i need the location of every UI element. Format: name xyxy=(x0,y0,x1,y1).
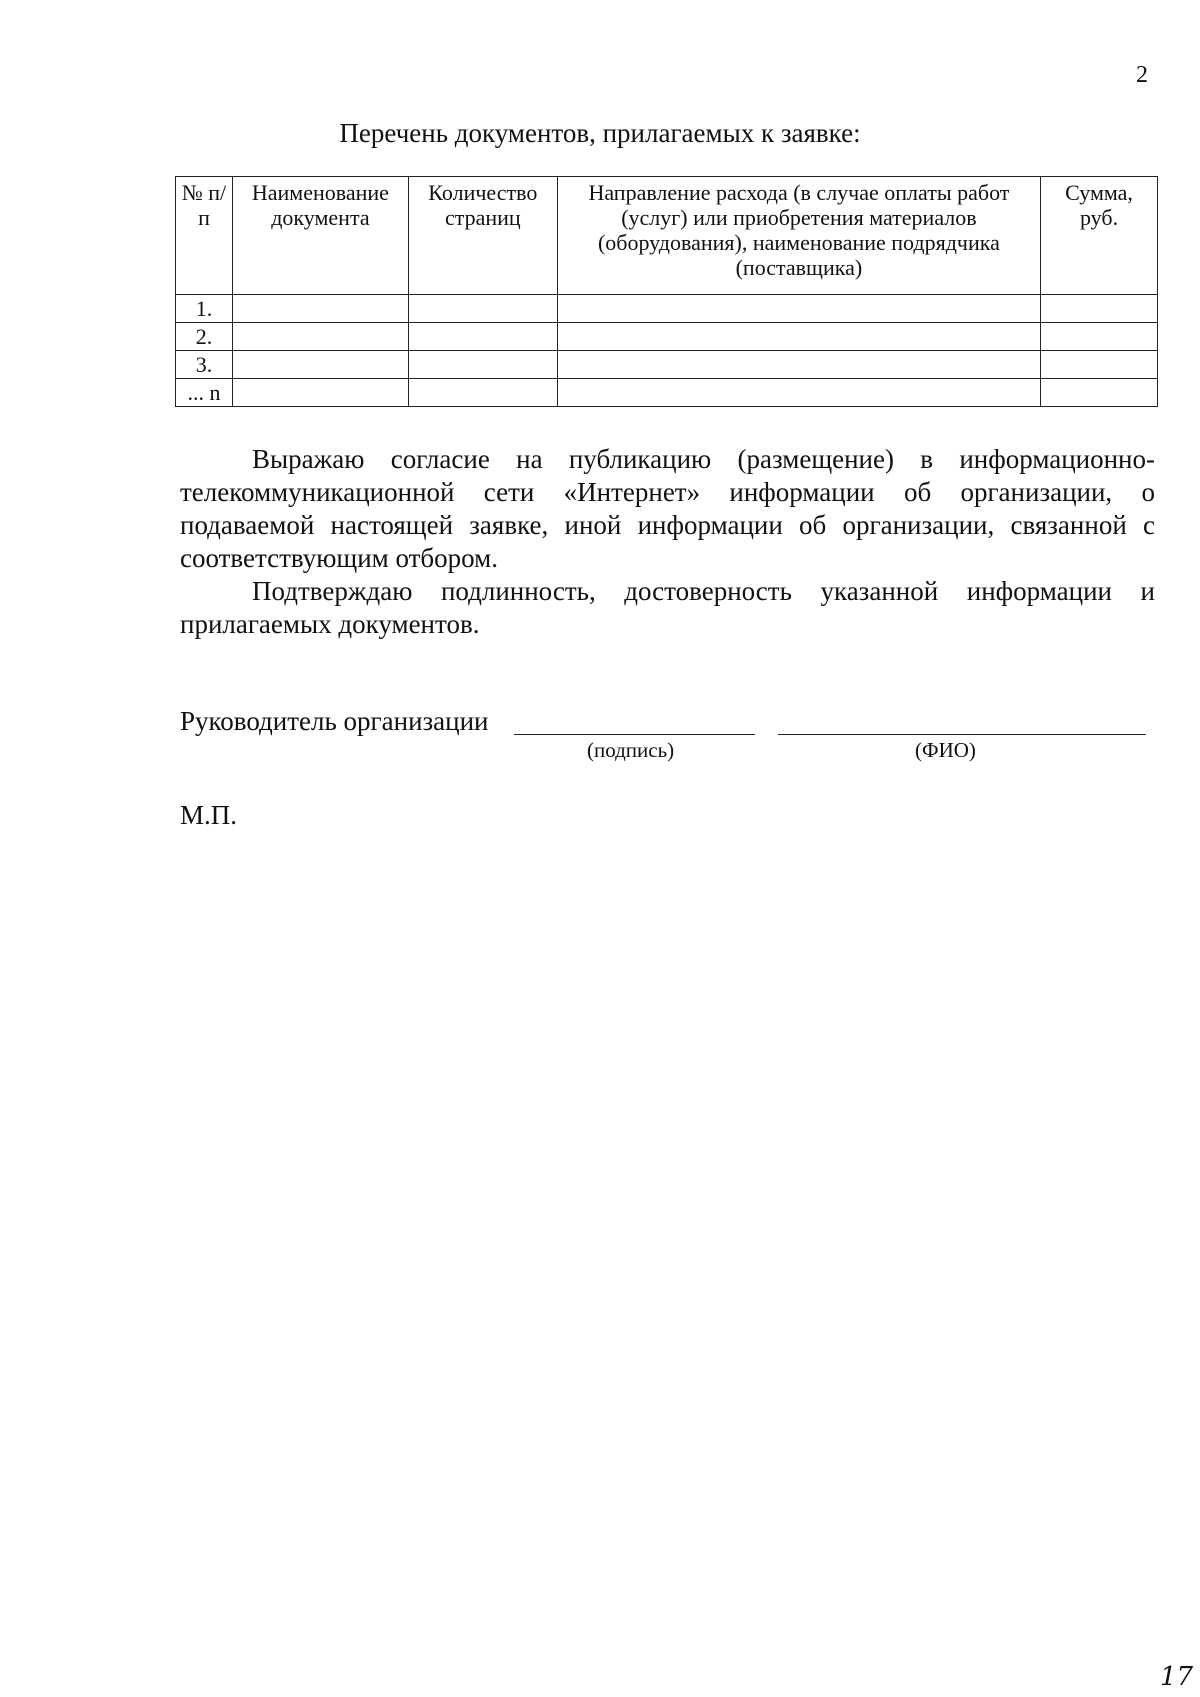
documents-table xyxy=(175,176,1158,407)
row-number: 3. xyxy=(176,351,233,379)
cell-page-count xyxy=(408,323,557,351)
header-page-count: Количество страниц xyxy=(408,177,557,295)
cell-expense-direction xyxy=(557,295,1040,323)
signature-caption: (подпись) xyxy=(587,738,675,762)
cell-document-name xyxy=(232,379,408,407)
row-number: 1. xyxy=(176,295,233,323)
cell-page-count xyxy=(408,295,557,323)
cell-document-name xyxy=(232,351,408,379)
header-sum: Сумма, руб. xyxy=(1041,177,1158,295)
cell-sum xyxy=(1041,295,1158,323)
table-row xyxy=(176,379,1158,407)
consent-text xyxy=(180,443,1155,641)
cell-document-name xyxy=(232,295,408,323)
confirmation-paragraph: Подтверждаю подлинность, достоверность указанной информации и прилагаемых документов. xyxy=(180,576,1155,639)
cell-sum xyxy=(1041,351,1158,379)
table-row xyxy=(176,351,1158,379)
cell-sum xyxy=(1041,323,1158,351)
header-expense-direction: Направление расхода (в случае оплаты работ (услуг) или приобретения материалов (оборудования), наименование подрядчика (поставщика) xyxy=(557,177,1040,295)
table-header-row xyxy=(176,177,1158,295)
cell-document-name xyxy=(232,323,408,351)
table-row xyxy=(176,295,1158,323)
document-title: Перечень документов, прилагаемых к заявке: xyxy=(339,118,861,148)
cell-expense-direction xyxy=(557,323,1040,351)
cell-expense-direction xyxy=(557,351,1040,379)
signature-label: Руководитель организации xyxy=(180,706,489,736)
header-number: № п/п xyxy=(176,177,233,295)
consent-paragraph: Выражаю согласие на публикацию (размещение) в информационно-телекоммуникационной сети «Интернет» информации об организации, о подаваемой настоящей заявке, иной информации об организации, связанной с соответствующим отбором. xyxy=(180,444,1155,573)
stamp-label: М.П. xyxy=(180,800,238,830)
cell-sum xyxy=(1041,379,1158,407)
cell-page-count xyxy=(408,351,557,379)
name-caption: (ФИО) xyxy=(915,738,976,762)
signature-line xyxy=(514,734,755,735)
handwritten-page-number: 17 xyxy=(1160,1662,1194,1692)
page-number: 2 xyxy=(1136,62,1148,88)
header-document-name: Наименование документа xyxy=(232,177,408,295)
row-number: ... n xyxy=(176,379,233,407)
row-number: 2. xyxy=(176,323,233,351)
cell-page-count xyxy=(408,379,557,407)
table-row xyxy=(176,323,1158,351)
cell-expense-direction xyxy=(557,379,1040,407)
name-line xyxy=(778,734,1146,735)
